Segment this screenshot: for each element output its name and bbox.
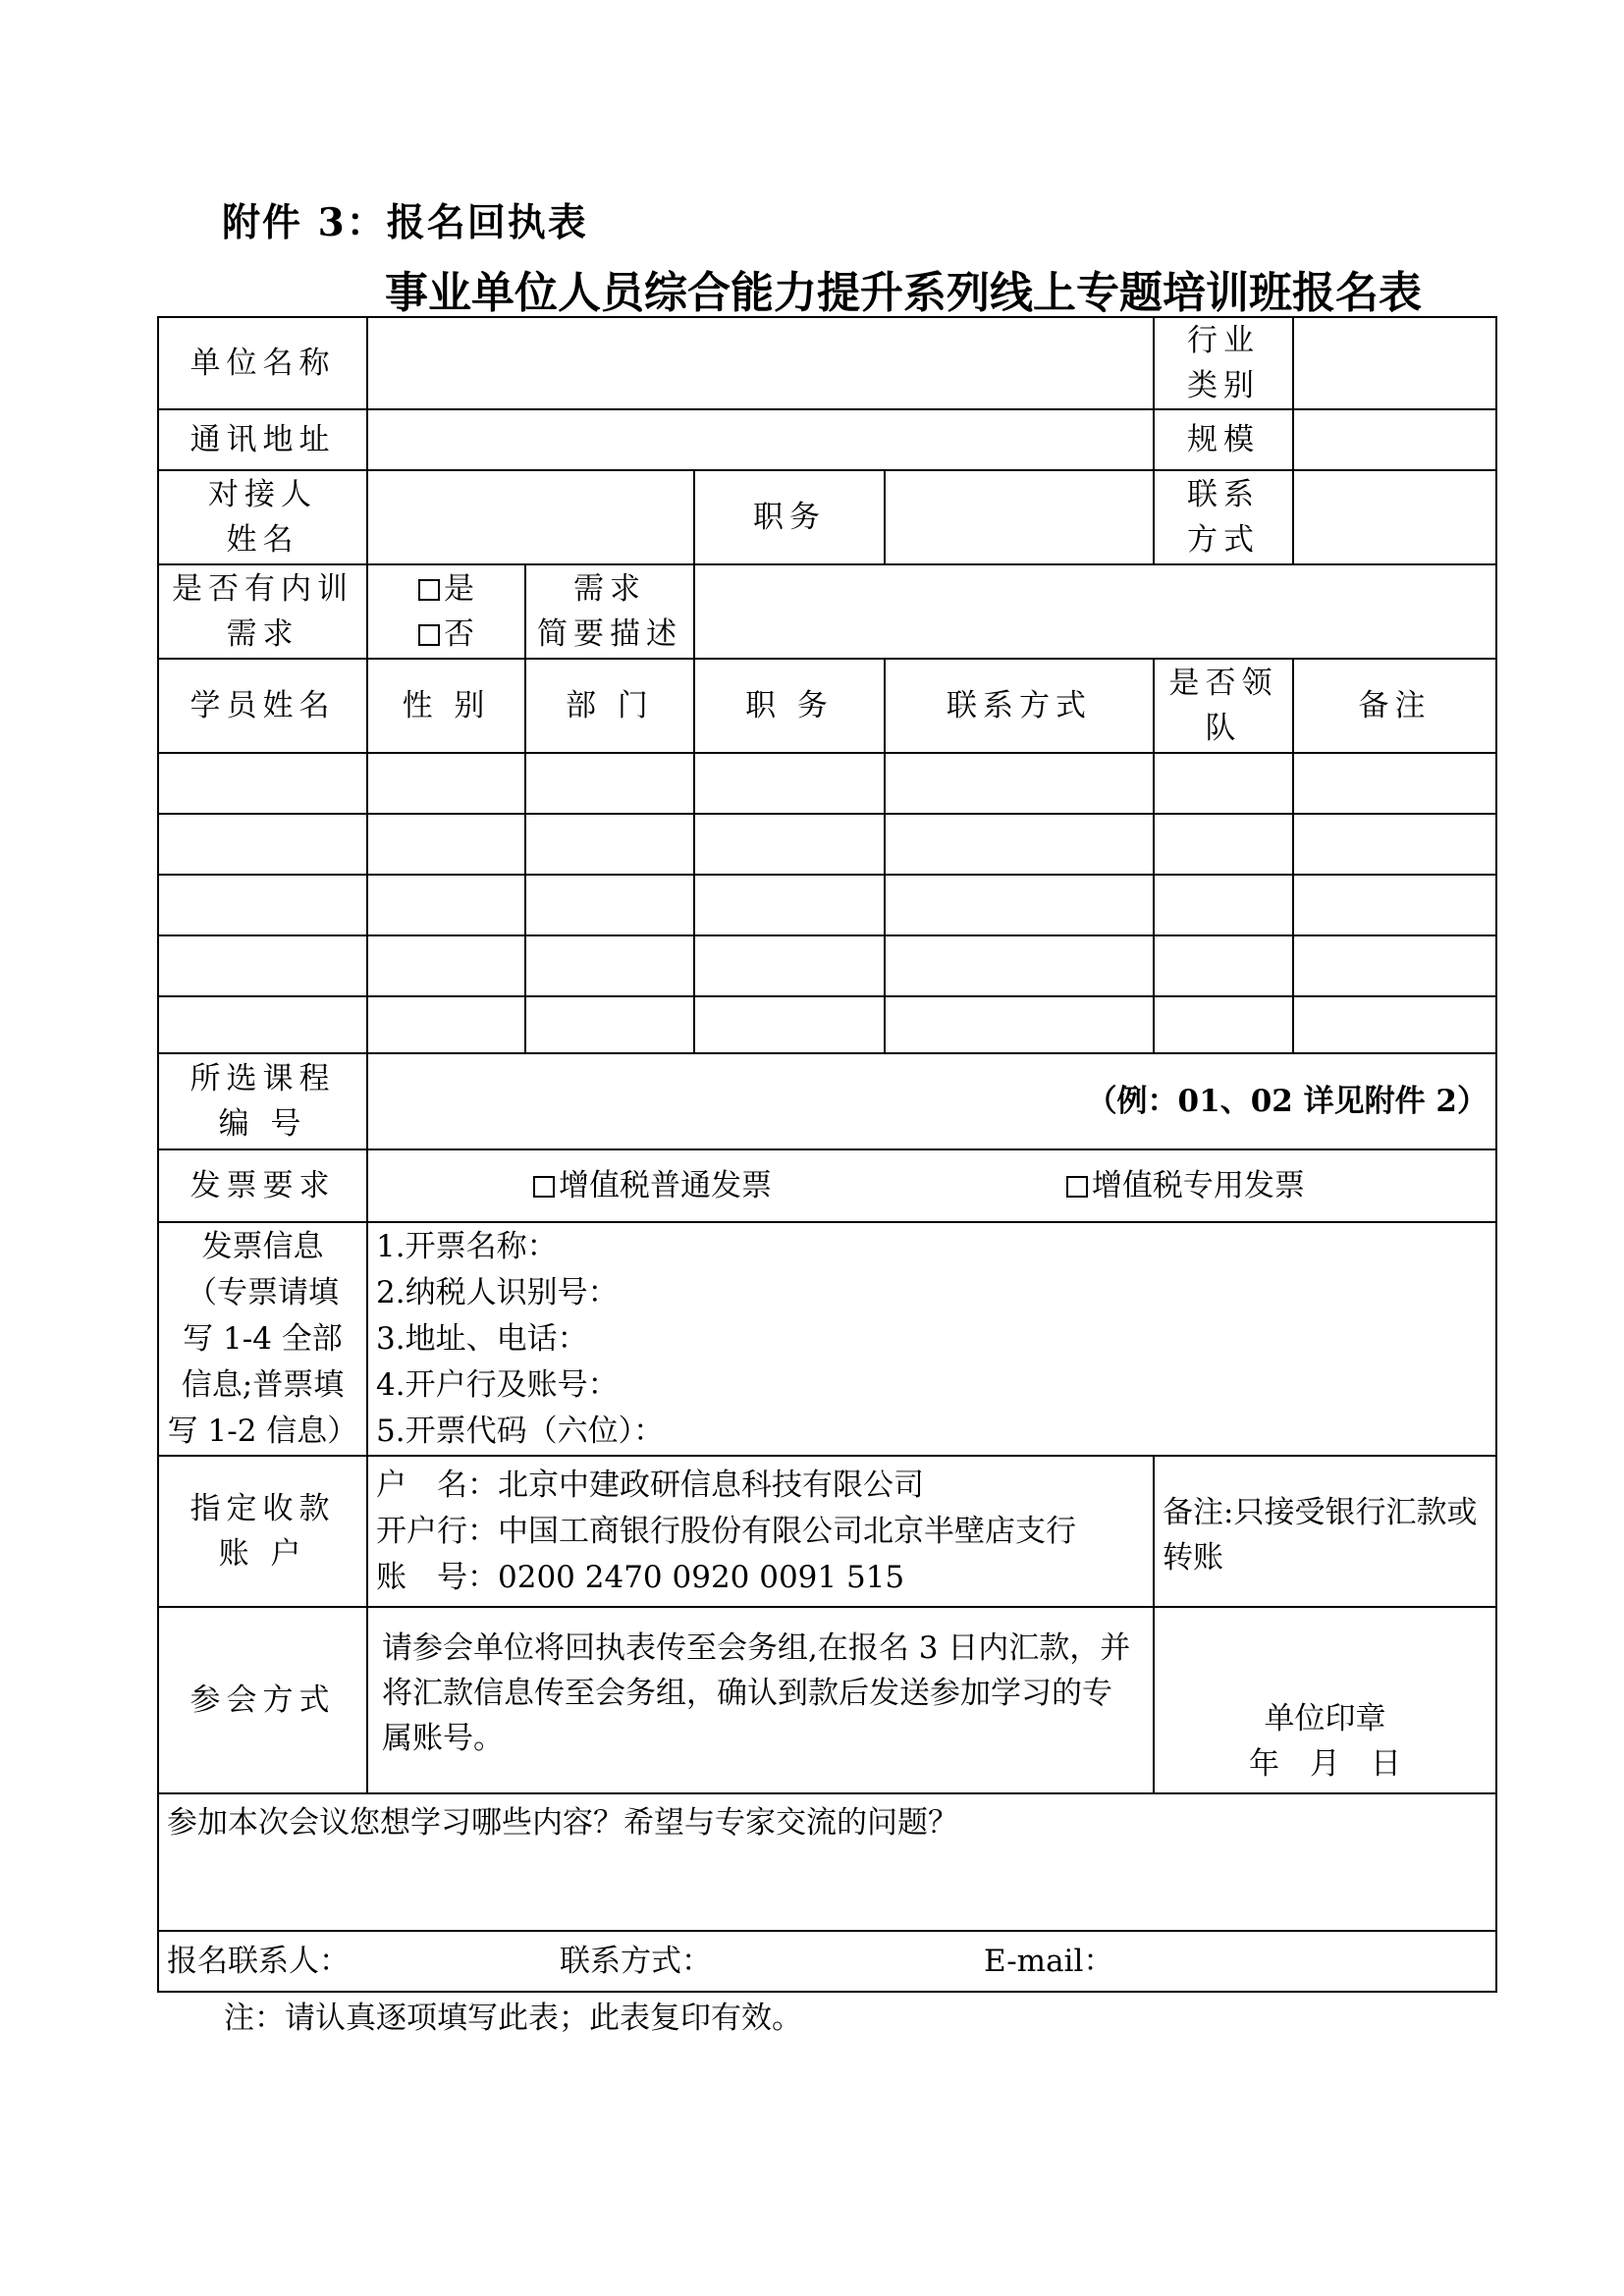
unit-name-field[interactable] [367,317,1154,409]
footer-note: 注：请认真逐项填写此表；此表复印有效。 [224,2001,802,2036]
header-student-name: 学员姓名 [158,659,367,753]
invoice-normal-option[interactable]: 增值税普通发票 [533,1163,772,1208]
invoice-special-option[interactable]: 增值税专用发票 [1066,1163,1305,1208]
student-row [158,753,1496,814]
row-attend [158,1607,1496,1793]
row-footer [158,1931,1496,1992]
account-remark: 备注:只接受银行汇款或转账 [1154,1456,1496,1607]
checkbox-icon[interactable] [418,624,440,646]
course-label: 所选课程 编 号 [158,1053,367,1149]
training-yes[interactable]: 是 [376,566,516,612]
footer-email-label: E-mail： [984,1944,1114,1979]
stamp-date: 年 月 日 [1249,1746,1401,1782]
student-row [158,875,1496,935]
row-contact [158,470,1496,564]
checkbox-icon[interactable] [418,579,440,601]
attend-text: 请参会单位将回执表传至会务组,在报名 3 日内汇款，并将汇款信息传至会务组，确认到款后发送参加学习的专属账号。 [367,1607,1154,1793]
attachment-label: 附件 3：报名回执表 [222,200,588,245]
stamp-label: 单位印章 [1264,1701,1386,1736]
footer-contact-row [158,1931,1496,1992]
contact-label: 对接人 姓名 [158,470,367,564]
training-no[interactable]: 否 [376,612,516,657]
row-address [158,409,1496,470]
address-label: 通讯地址 [158,409,367,470]
account-info: 户 名：北京中建政研信息科技有限公司 开户行：中国工商银行股份有限公司北京半壁店支行 账 号：0200 2470 0920 0091 515 [367,1456,1154,1607]
form-title: 事业单位人员综合能力提升系列线上专题培训班报名表 [385,268,1422,318]
student-row [158,935,1496,996]
row-course [158,1053,1496,1149]
row-account [158,1456,1496,1607]
footer-phone-label: 联系方式： [560,1944,712,1979]
scale-label: 规模 [1154,409,1293,470]
course-field[interactable]: （例：01、02 详见附件 2） [367,1053,1496,1149]
phone-label: 联系 方式 [1154,470,1293,564]
header-position: 职 务 [694,659,885,753]
training-desc-label: 需求 简要描述 [525,564,694,659]
phone-field[interactable] [1293,470,1496,564]
question-field[interactable]: 参加本次会议您想学习哪些内容？希望与专家交流的问题？ [158,1793,1496,1931]
training-options [367,564,525,659]
header-remark: 备注 [1293,659,1496,753]
student-header-row [158,659,1496,753]
row-question [158,1793,1496,1931]
account-label: 指定收款 账 户 [158,1456,367,1607]
checkbox-icon[interactable] [533,1176,555,1198]
training-desc-field[interactable] [694,564,1496,659]
row-unit-name [158,317,1496,409]
row-training [158,564,1496,659]
attend-label: 参会方式 [158,1607,367,1793]
checkbox-icon[interactable] [1066,1176,1088,1198]
invoice-info-field[interactable]: 1.开票名称： 2.纳税人识别号： 3.地址、电话： 4.开户行及账号： 5.开票代码（六位）： [367,1222,1496,1456]
registration-table [157,316,1497,1993]
scale-field[interactable] [1293,409,1496,470]
contact-field[interactable] [367,470,694,564]
invoice-info-label: 发票信息 （专票请填 写 1-4 全部 信息;普票填 写 1-2 信息） [158,1222,367,1456]
industry-label: 行业 类别 [1154,317,1293,409]
student-row [158,996,1496,1053]
position-label: 职务 [694,470,885,564]
header-department: 部 门 [525,659,694,753]
header-gender: 性 别 [367,659,525,753]
position-field[interactable] [885,470,1154,564]
industry-field[interactable] [1293,317,1496,409]
header-contact: 联系方式 [885,659,1154,753]
invoice-req-options [367,1149,1496,1222]
training-label: 是否有内训 需求 [158,564,367,659]
unit-name-label: 单位名称 [158,317,367,409]
address-field[interactable] [367,409,1154,470]
student-row [158,814,1496,875]
row-invoice-info [158,1222,1496,1456]
invoice-req-label: 发票要求 [158,1149,367,1222]
unit-stamp [1154,1607,1496,1793]
row-invoice-req [158,1149,1496,1222]
header-leader: 是否领 队 [1154,659,1293,753]
footer-contact-label: 报名联系人： [167,1944,350,1979]
